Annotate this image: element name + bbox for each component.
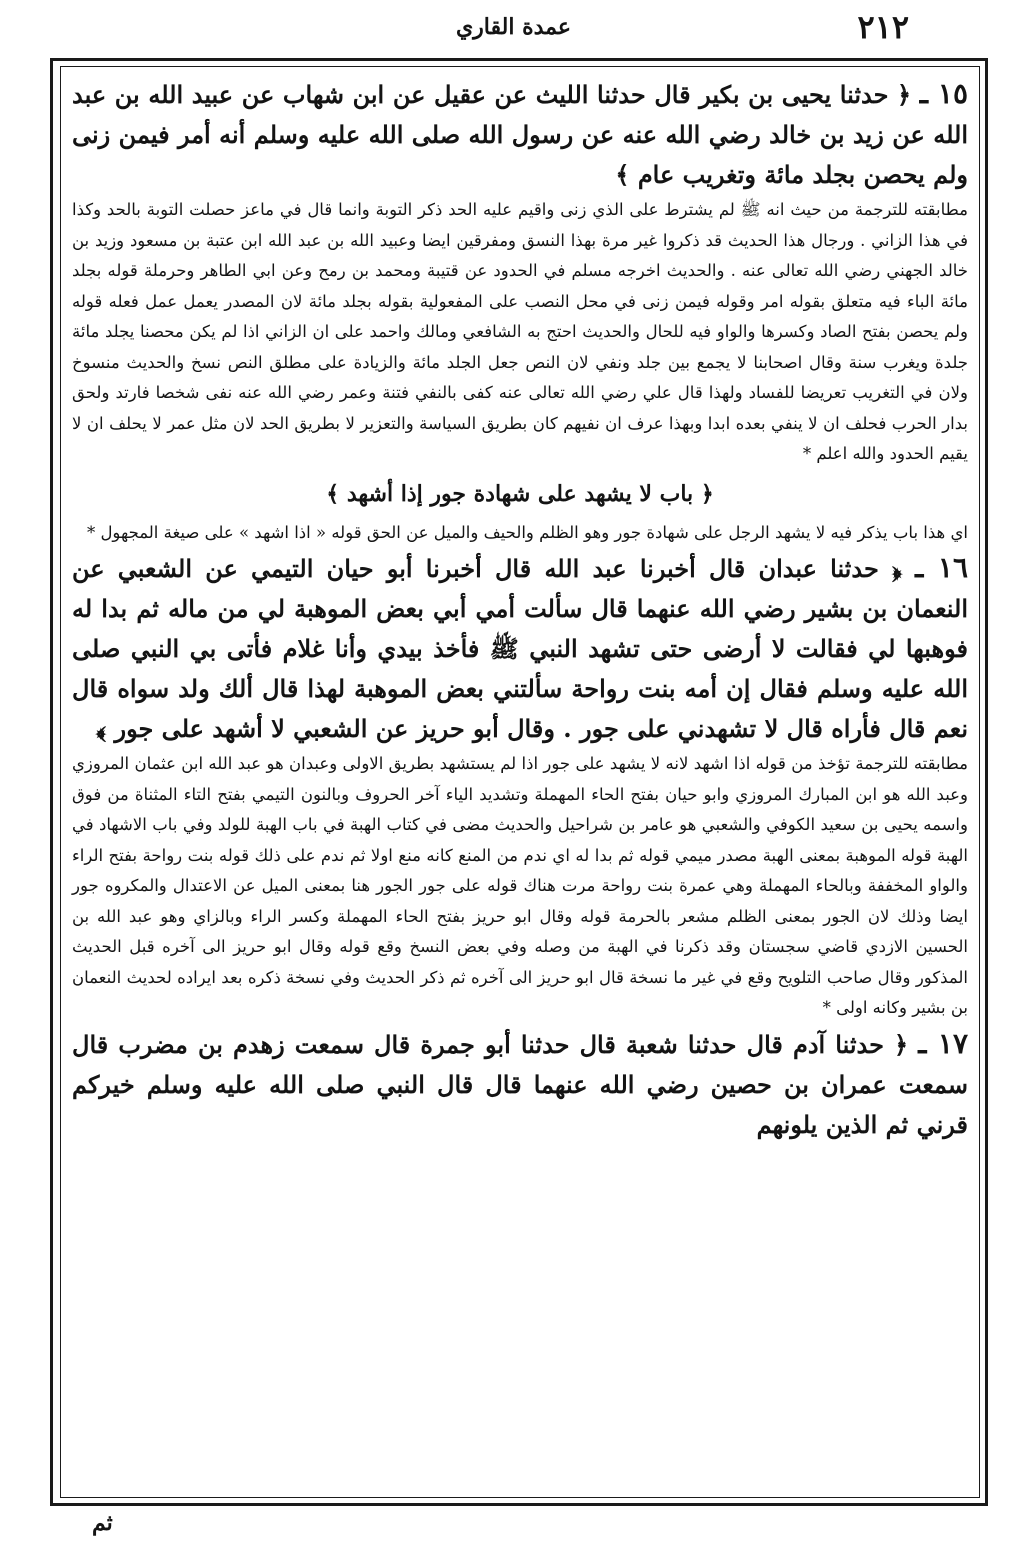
hadith-15 <box>72 74 968 195</box>
page-number: ٢١٢ <box>857 8 909 46</box>
hadith-number: ١٧ ـ <box>918 1026 968 1060</box>
page-header <box>0 0 1027 50</box>
hadith-16 <box>72 548 968 749</box>
hadith-text: ﴿ حدثنا عبدان قال أخبرنا عبد الله قال أخبرنا أبو حيان التيمي عن الشعبي عن النعمان بن بشير رضي الله عنهما قال سألت أمي أبي بعض الموهبة لي من ماله ثم بدا له فوهبها لي فقالت لا أرضى حتى تشهد النبي ﷺ فأخذ بيدي وأنا غلام فأتى بي النبي صلى الله عليه وسلم فقال إن أمه بنت رواحة سألتني بعض الموهبة لهذا قال ألك ولد سواه قال نعم قال فأراه قال لا تشهدني على جور . وقال أبو حريز عن الشعبي لا أشهد على جور ﴾ <box>72 554 968 743</box>
hadith-text: ﴿ حدثنا آدم قال حدثنا شعبة قال حدثنا أبو جمرة قال سمعت زهدم بن مضرب قال سمعت عمران بن حصين رضي الله عنهما قال قال النبي صلى الله عليه وسلم خيركم قرني ثم الذين يلونهم <box>72 1029 968 1139</box>
commentary-15: مطابقته للترجمة من حيث انه ﷺ لم يشترط على الذي زنى واقيم عليه الحد ذكر التوبة وانما قال في ماعز حصلت التوبة بالحد وكذا في هذا الزاني . ورجال هذا الحديث قد ذكروا غير مرة بهذا النسق ومفرقين ايضا وعبيد الله بن عبد الله ابن عتبة بن مسعود وزيد بن خالد الجهني رضي الله تعالى عنه . والحديث اخرجه مسلم في الحدود عن قتيبة ومحمد بن رمح وعن ابي الطاهر وحرملة قوله بجلد مائة الباء فيه متعلق بقوله امر وقوله فيمن زنى في محل النصب على المفعولية بقوله بجلد مائة لان المصدر يعمل عمل فعله قوله ولم يحصن بفتح الصاد وكسرها والواو فيه للحال والحديث احتج به الشافعي ومالك واحمد على ان الزاني اذا لم يكن محصنا يجلد مائة جلدة ويغرب سنة وقال اصحابنا لا يجمع بين جلد ونفي لان النص جعل الجلد مائة والزيادة على مطلق النص نسخ والحديث منسوخ ولان في التغريب تعريضا للفساد ولهذا قال علي رضي الله تعالى عنه كفى بالنفي فتنة وعمر رضي الله عنه نفى شخصا فارتد ولحق بدار الحرب فحلف ان لا ينفي بعده ابدا وبهذا عرف ان نفيهم كان بطريق السياسة والتعزير لا بطريق الحد لان مثل عمر لا يحلف ان لا يقيم الحدود والله اعلم * <box>72 200 968 463</box>
hadith-number: ١٥ ـ <box>919 77 968 110</box>
hadith-text: ﴿ حدثنا يحيى بن بكير قال حدثنا الليث عن عقيل عن ابن شهاب عن عبيد الله بن عبد الله عن زيد بن خالد رضي الله عنه عن رسول الله صلى الله عليه وسلم أنه أمر فيمن زنى ولم يحصن بجلد مائة وتغريب عام ﴾ <box>72 80 968 189</box>
chapter-explanation: اي هذا باب يذكر فيه لا يشهد الرجل على شهادة جور وهو الظلم والحيف والميل عن الحق قوله « اذا اشهد » على صيغة المجهول * <box>86 522 968 542</box>
catchword: ثم <box>92 1510 113 1536</box>
commentary-16: مطابقته للترجمة تؤخذ من قوله اذا اشهد لانه لا يشهد على جور اذا لم يستشهد بطريق الاولى وعبدان هو عبد الله ابن عثمان المروزي وعبد الله هو ابن المبارك المروزي وابو حيان بفتح الحاء المهملة وتشديد الياء آخر الحروف وبالنون التيمي بفتح التاء المثناة من فوق واسمه يحيى بن سعيد الكوفي والشعبي هو عامر بن شراحيل والحديث مضى في كتاب الهبة في باب الهبة للولد وفي باب الاشهاد في الهبة قوله الموهبة بمعنى الهبة مصدر ميمي قوله ثم بدا له اي ندم من المنع كانه منع اولا ثم ندم على ذلك قوله بنت رواحة بفتح الراء والواو المخففة وبالحاء المهملة وهي عمرة بنت رواحة مرت هناك قوله على جور الجور هنا بمعنى الميل عن الاعتدال والمكروه جور ايضا وذلك لان الجور بمعنى الظلم مشعر بالحرمة قوله وقال ابو حريز بفتح الحاء المهملة وكسر الراء وبالزاي وهو عبد الله بن الحسين الازدي قاضي سجستان وقد ذكرنا في الهبة من وصله وفي بعض النسخ وقع قوله وقال ابو حريز الى آخره قبل الحديث المذكور وقال صاحب التلويح وقع في غير ما نسخة قال ابو حريز الى آخره ثم ذكر الحديث وفي نسخة ذكره بعد ايراده لحديث النعمان بن بشير وكانه اولى * <box>72 754 968 1017</box>
hadith-number: ١٦ ـ <box>915 551 968 584</box>
page-body <box>72 74 968 1490</box>
chapter-heading: ﴿ باب لا يشهد على شهادة جور إذا أشهد ﴾ <box>326 480 714 507</box>
hadith-17 <box>72 1024 968 1145</box>
running-title: عمدة القاري <box>455 14 572 40</box>
